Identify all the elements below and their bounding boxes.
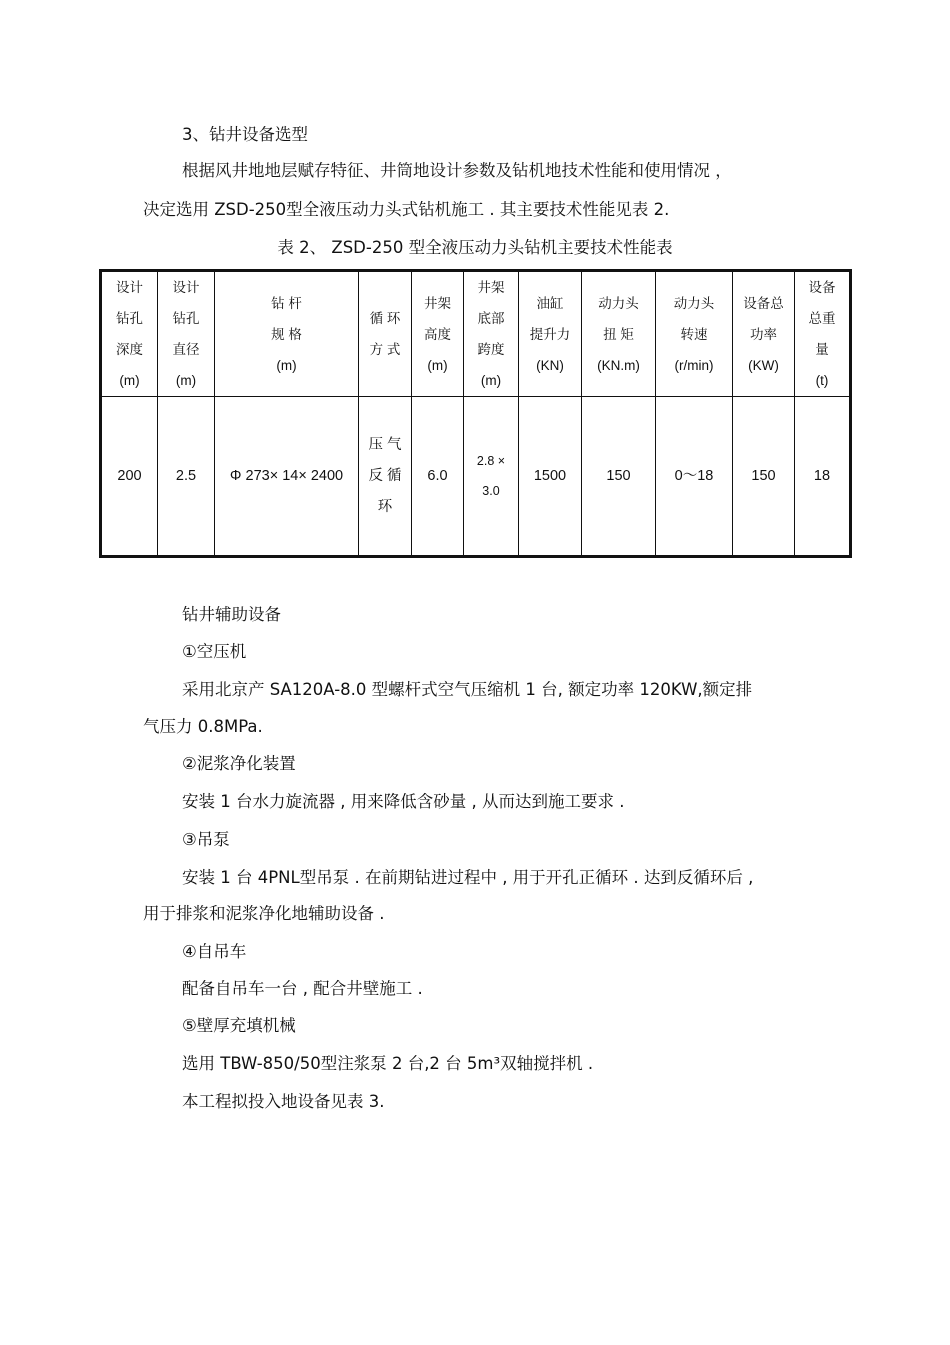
item-title-mud-purification: ②泥浆净化装置	[182, 754, 296, 773]
header-diameter: 设计 钻孔 直径 (m)	[158, 271, 215, 397]
cell-total-weight: 18	[795, 397, 851, 557]
item-text-air-compressor-2: 气压力 0.8MPa.	[143, 717, 263, 736]
closing-text: 本工程拟投入地设备见表 3.	[182, 1092, 385, 1111]
aux-title: 钻井辅助设备	[182, 605, 281, 624]
item-text-mud-purification: 安装 1 台水力旋流器 , 用来降低含砂量 , 从而达到施工要求 .	[182, 792, 625, 811]
header-lift-force: 油缸 提升力 (KN)	[519, 271, 582, 397]
header-derrick-height: 井架 高度 (m)	[412, 271, 464, 397]
item-text-air-compressor-1: 采用北京产 SA120A-8.0 型螺杆式空气压缩机 1 台, 额定功率 120KW,额定排	[182, 680, 753, 699]
header-torque: 动力头 扭 矩 (KN.m)	[582, 271, 656, 397]
item-title-hanging-pump: ③吊泵	[182, 830, 230, 849]
cell-derrick-span: 2.8 × 3.0	[464, 397, 519, 557]
item-title-backfill-machinery: ⑤壁厚充填机械	[182, 1016, 296, 1035]
item-text-hanging-pump-2: 用于排浆和泥浆净化地辅助设备 .	[143, 904, 385, 923]
item-text-hanging-pump-1: 安装 1 台 4PNL型吊泵 . 在前期钻进过程中 , 用于开孔正循环 . 达到反循环后 ,	[182, 868, 754, 887]
header-total-weight: 设备 总重 量 (t)	[795, 271, 851, 397]
header-rod-spec: 钻 杆 规 格 (m)	[215, 271, 359, 397]
cell-lift-force: 1500	[519, 397, 582, 557]
header-circulation: 循 环 方 式	[359, 271, 412, 397]
header-derrick-span: 井架 底部 跨度 (m)	[464, 271, 519, 397]
intro-line-2: 决定选用 ZSD-250型全液压动力头式钻机施工 . 其主要技术性能见表 2.	[143, 200, 670, 219]
header-speed: 动力头 转速 (r/min)	[656, 271, 733, 397]
item-title-air-compressor: ①空压机	[182, 642, 247, 661]
item-text-backfill-machinery: 选用 TBW-850/50型注浆泵 2 台,2 台 5m³双轴搅拌机 .	[182, 1054, 594, 1073]
cell-rod-spec: Φ 273× 14× 2400	[215, 397, 359, 557]
table-header-row	[101, 271, 851, 397]
table-row	[101, 397, 851, 557]
cell-speed: 0～18	[656, 397, 733, 557]
header-depth: 设计 钻孔 深度 (m)	[101, 271, 158, 397]
cell-depth: 200	[101, 397, 158, 557]
item-text-crane: 配备自吊车一台 , 配合井壁施工 .	[182, 979, 423, 998]
cell-derrick-height: 6.0	[412, 397, 464, 557]
cell-circulation: 压 气 反 循 环	[359, 397, 412, 557]
spec-table	[99, 269, 852, 558]
cell-total-power: 150	[733, 397, 795, 557]
cell-torque: 150	[582, 397, 656, 557]
cell-diameter: 2.5	[158, 397, 215, 557]
section-heading: 3、钻井设备选型	[182, 125, 308, 144]
header-total-power: 设备总 功率 (KW)	[733, 271, 795, 397]
intro-line-1: 根据风井地地层赋存特征、井筒地设计参数及钻机地技术性能和使用情况 ，	[182, 161, 732, 180]
item-title-crane: ④自吊车	[182, 942, 247, 961]
table-caption: 表 2、 ZSD-250 型全液压动力头钻机主要技术性能表	[277, 238, 673, 257]
